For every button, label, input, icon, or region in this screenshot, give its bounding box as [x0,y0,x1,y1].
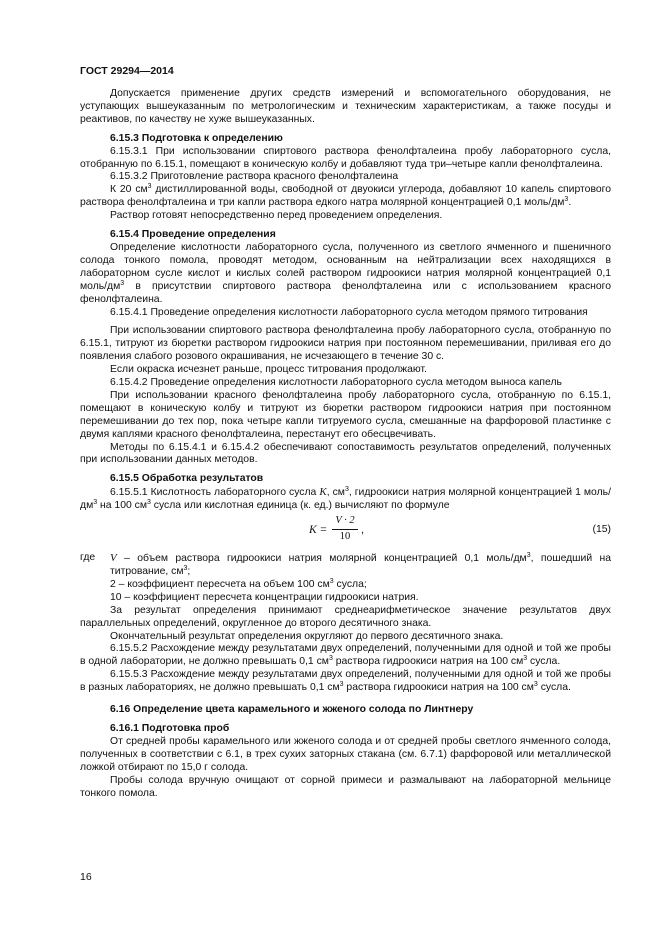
formula-legend [80,552,611,579]
section-title-6-16-1: 6.16.1 Подготовка проб [110,722,230,734]
paragraph-6-15-3-1: 6.15.3.1 При использовании спиртового раствора фенолфталеина пробу лабораторного сусла, отобранную по 6.15.1, помещают в коническую колбу и добавляют туда три–четыре капли фенолфталеина. [80,145,611,170]
paragraph-6-15-4-1: 6.15.4.1 Проведение определения кислотности лабораторного сусла методом прямого титрования [110,306,588,318]
page-number: 16 [80,871,92,883]
legend-v: V – объем раствора гидроокиси натрия молярной концентрацией 0,1 моль/$дм^3$, пошедший на титрование, $см^3$; [110,552,611,577]
paragraph-6-15-4-2: 6.15.4.2 Проведение определения кислотности лабораторного сусла методом выноса капель [110,377,562,389]
paragraph-direct-titration: При использовании спиртового раствора фенолфталеина пробу лабораторного сусла, отобранную по 6.15.1, титруют из бюретки раствором гидроокиси натрия при постоянном перемешивании, приливая его до появления слабого розового окрашивания, не исчезающего в течение 30 с. [80,325,611,363]
paragraph-6-15-3-2: 6.15.3.2 Приготовление раствора красного фенолфталеина [110,171,399,183]
section-title-6-15-4: 6.15.4 Проведение определения [110,229,276,241]
intro-paragraph: Допускается применение других средств измерений и вспомогательного оборудования, не уступающих вышеуказанным по метрологическим и техническим характеристикам, а также посуды и реактивов, по качеству не хуже вышеуказанных. [80,88,611,125]
paragraph-prepare-note: Раствор готовят непосредственно перед проведением определения. [110,210,443,222]
formula-lhs: K = [309,524,328,537]
formula-fraction [332,515,358,544]
document-body [80,88,611,800]
section-title-6-16: 6.16 Определение цвета карамельного и жженого солода по Линтнеру [110,704,474,716]
formula-number: (15) [592,524,611,536]
paragraph-continue-titration: Если окраска исчезнет раньше, процесс титрования продолжают. [110,364,427,376]
paragraph-method-description: Определение кислотности лабораторного сусла, полученного из светлого ячменного и пшеничного солода тонкого помола, проводят методом, основанным на нейтрализации всех находящихся в лабораторном сусле кислот и кислых солей раствором гидроокиси натрия молярной концентрацией 0,1 моль/$дм^3$ в присутствии спиртового раствора фенолфталеина или с использованием красного фенолфталеина. [80,241,611,305]
paragraph-sample-selection: От средней пробы карамельного или жженого солода и от средней пробы светлого ячменного солода, полученных в соответствии с 6.1, в трех сухих заторных стакана (см. 6.7.1) фарфоровой или металлической ложкой отбирают по 15,0 г солода. [80,735,611,773]
paragraph-final-rounding: Окончательный результат определения округляют до первого десятичного знака. [110,630,504,642]
paragraph-red-phenolphthalein-prep: К 20 $см^3$ дистиллированной воды, свободной от двуокиси углерода, добавляют 10 капель спиртового раствора фенолфталеина и три капли раствора едкого натра молярной концентрацией 0,1 моль/$дм^3$. [80,183,611,209]
paragraph-6-15-5-2: 6.15.5.2 Расхождение между результатами двух определений, полученными для одной и той же пробы в одной лаборатории, не должно превышать 0,1 $см^3$ раствора гидроокиси натрия на 100 $см^3$ сусла. [80,643,611,668]
standard-header: ГОСТ 29294—2014 [80,65,174,77]
section-title-6-15-3: 6.15.3 Подготовка к определению [110,132,283,144]
legend-10: 10 – коэффициент пересчета концентрации гидроокиси натрия. [110,591,419,603]
paragraph-methods-comparable: Методы по 6.15.4.1 и 6.15.4.2 обеспечивают сопоставимость результатов определений, полученных при использовании данных методов. [80,441,611,466]
formula-15 [80,515,611,549]
formula-denominator: 10 [339,531,351,542]
formula-numerator: V · 2 [332,515,358,530]
legend-2: 2 – коэффициент пересчета на объем 100 $см^3$ сусла; [110,577,367,590]
paragraph-6-15-5-3: 6.15.5.3 Расхождение между результатами двух определений, полученными для одной и той же пробы в разных лабораториях, не должно превышать 0,1 $см^3$ раствора гидроокиси натрия на 100 $см^3$ сусла. [80,669,611,694]
paragraph-sample-cleaning: Пробы солода вручную очищают от сорной примеси и размалывают на лабораторной мельнице тонкого помола. [80,774,611,799]
paragraph-drop-method: При использовании красного фенолфталеина пробу лабораторного сусла, отобранную по 6.15.1, помещают в коническую колбу и титруют из бюретки раствором гидроокиси натрия при постоянном перемешивании до тех пор, пока четыре капли титруемого сусла, смешанные на фарфоровой пластинке с двумя каплями красного фенолфталеина, перестанут его обесцвечивать. [80,389,611,440]
section-title-6-15-5: 6.15.5 Обработка результатов [110,473,264,485]
paragraph-result-average: За результат определения принимают среднеарифметическое значение результатов двух параллельных определений, округленное до второго десятичного знака. [80,604,611,629]
where-label: где [80,552,96,564]
paragraph-6-15-5-1: 6.15.5.1 Кислотность лабораторного сусла K, $см^3$, гидроокиси натрия молярной концентрацией 1 моль/$дм^3$ на 100 $см^3$ сусла или кислотная единица (к. ед.) вычисляют по формуле [80,486,611,512]
formula-comma: , [361,524,365,537]
